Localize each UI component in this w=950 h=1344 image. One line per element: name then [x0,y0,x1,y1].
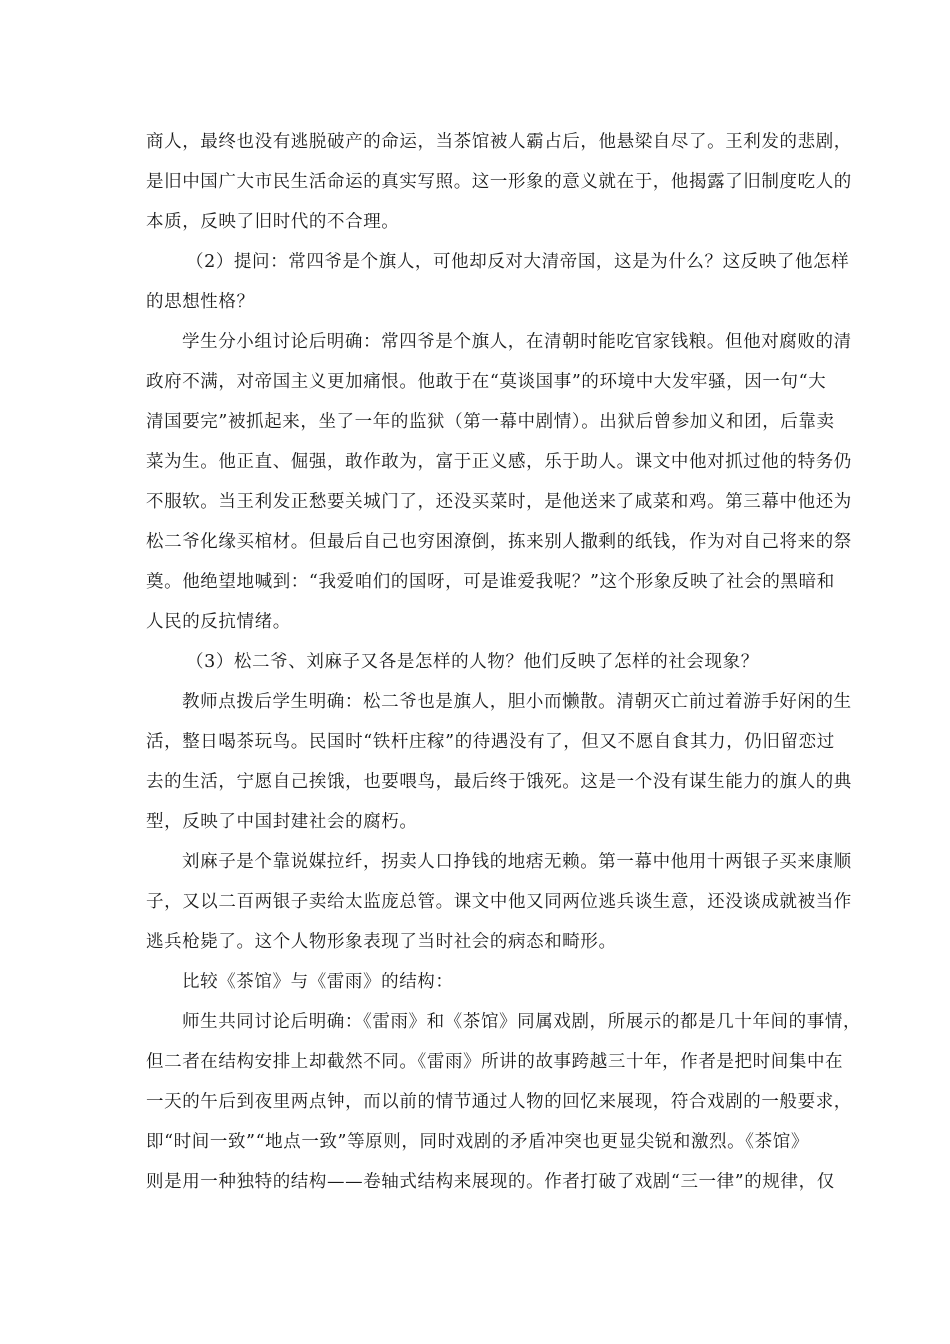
text-line: 奠。他绝望地喊到：“我爱咱们的国呀，可是谁爱我呢？”这个形象反映了社会的黑暗和 [146,572,835,592]
text-line: （3）松二爷、刘麻子又各是怎样的人物？他们反映了怎样的社会现象？ [186,652,759,672]
text-line: 型，反映了中国封建社会的腐朽。 [146,812,418,832]
text-line: （2）提问：常四爷是个旗人，可他却反对大清帝国，这是为什么？这反映了他怎样 [186,252,850,272]
text-line: 清国要完”被抓起来，坐了一年的监狱（第一幕中剧情）。出狱后曾参加义和团，后靠卖 [146,412,835,432]
paragraph-chang-siye [146,322,852,642]
text-line: 不服软。当王利发正愁要关城门了，还没买菜时，是他送来了咸菜和鸡。第三幕中他还为 [146,492,852,512]
text-line: 即“时间一致”“地点一致”等原则，同时戏剧的矛盾冲突也更显尖锐和激烈。《茶馆》 [146,1132,809,1152]
paragraph-question-3 [146,642,806,682]
text-line: 的思想性格？ [146,292,255,312]
text-line: 是旧中国广大市民生活命运的真实写照。这一形象的意义就在于，他揭露了旧制度吃人的 [146,172,852,192]
text-line: 师生共同讨论后明确：《雷雨》和《茶馆》同属戏剧，所展示的都是几十年间的事情， [182,1012,862,1032]
text-line: 活，整日喝茶玩鸟。民国时“铁杆庄稼”的待遇没有了，但又不愿自食其力，仍旧留恋过 [146,732,835,752]
text-line: 比较《茶馆》与《雷雨》的结构： [182,972,454,992]
text-line: 刘麻子是个靠说媒拉纤，拐卖人口挣钱的地痞无赖。第一幕中他用十两银子买来康顺 [182,852,852,872]
text-line: 本质，反映了旧时代的不合理。 [146,212,400,232]
text-line: 一天的午后到夜里两点钟，而以前的情节通过人物的回忆来展现，符合戏剧的一般要求， [146,1092,852,1112]
paragraph-song-erye [146,682,852,842]
text-line: 人民的反抗情绪。 [146,612,291,632]
text-line: 去的生活，宁愿自己挨饿，也要喂鸟，最后终于饿死。这是一个没有谋生能力的旗人的典 [146,772,852,792]
paragraph-wang-lifa-tragedy [146,122,852,242]
paragraph-structure-comparison [146,1002,862,1202]
paragraph-question-2 [146,242,850,322]
document-page [146,122,862,1202]
paragraph-liu-mazi [146,842,852,962]
text-line: 学生分小组讨论后明确：常四爷是个旗人，在清朝时能吃官家钱粮。但他对腐败的清 [182,332,852,352]
text-line: 子，又以二百两银子卖给太监庞总管。课文中他又同两位逃兵谈生意，还没谈成就被当作 [146,892,852,912]
text-line: 商人，最终也没有逃脱破产的命运，当茶馆被人霸占后，他悬梁自尽了。王利发的悲剧， [146,132,852,152]
text-line: 教师点拨后学生明确：松二爷也是旗人，胆小而懒散。清朝灭亡前过着游手好闲的生 [182,692,852,712]
text-line: 则是用一种独特的结构——卷轴式结构来展现的。作者打破了戏剧“三一律”的规律，仅 [146,1172,835,1192]
text-line: 松二爷化缘买棺材。但最后自己也穷困潦倒，拣来别人撒剩的纸钱，作为对自己将来的祭 [146,532,852,552]
text-line: 但二者在结构安排上却截然不同。《雷雨》所讲的故事跨越三十年，作者是把时间集中在 [146,1052,844,1072]
text-line: 逃兵枪毙了。这个人物形象表现了当时社会的病态和畸形。 [146,932,617,952]
text-line: 政府不满，对帝国主义更加痛恨。他敢于在“莫谈国事”的环境中大发牢骚，因一句“大 [146,372,827,392]
text-line: 菜为生。他正直、倔强，敢作敢为，富于正义感，乐于助人。课文中他对抓过他的特务仍 [146,452,852,472]
paragraph-structure-comparison-heading [146,962,806,1002]
